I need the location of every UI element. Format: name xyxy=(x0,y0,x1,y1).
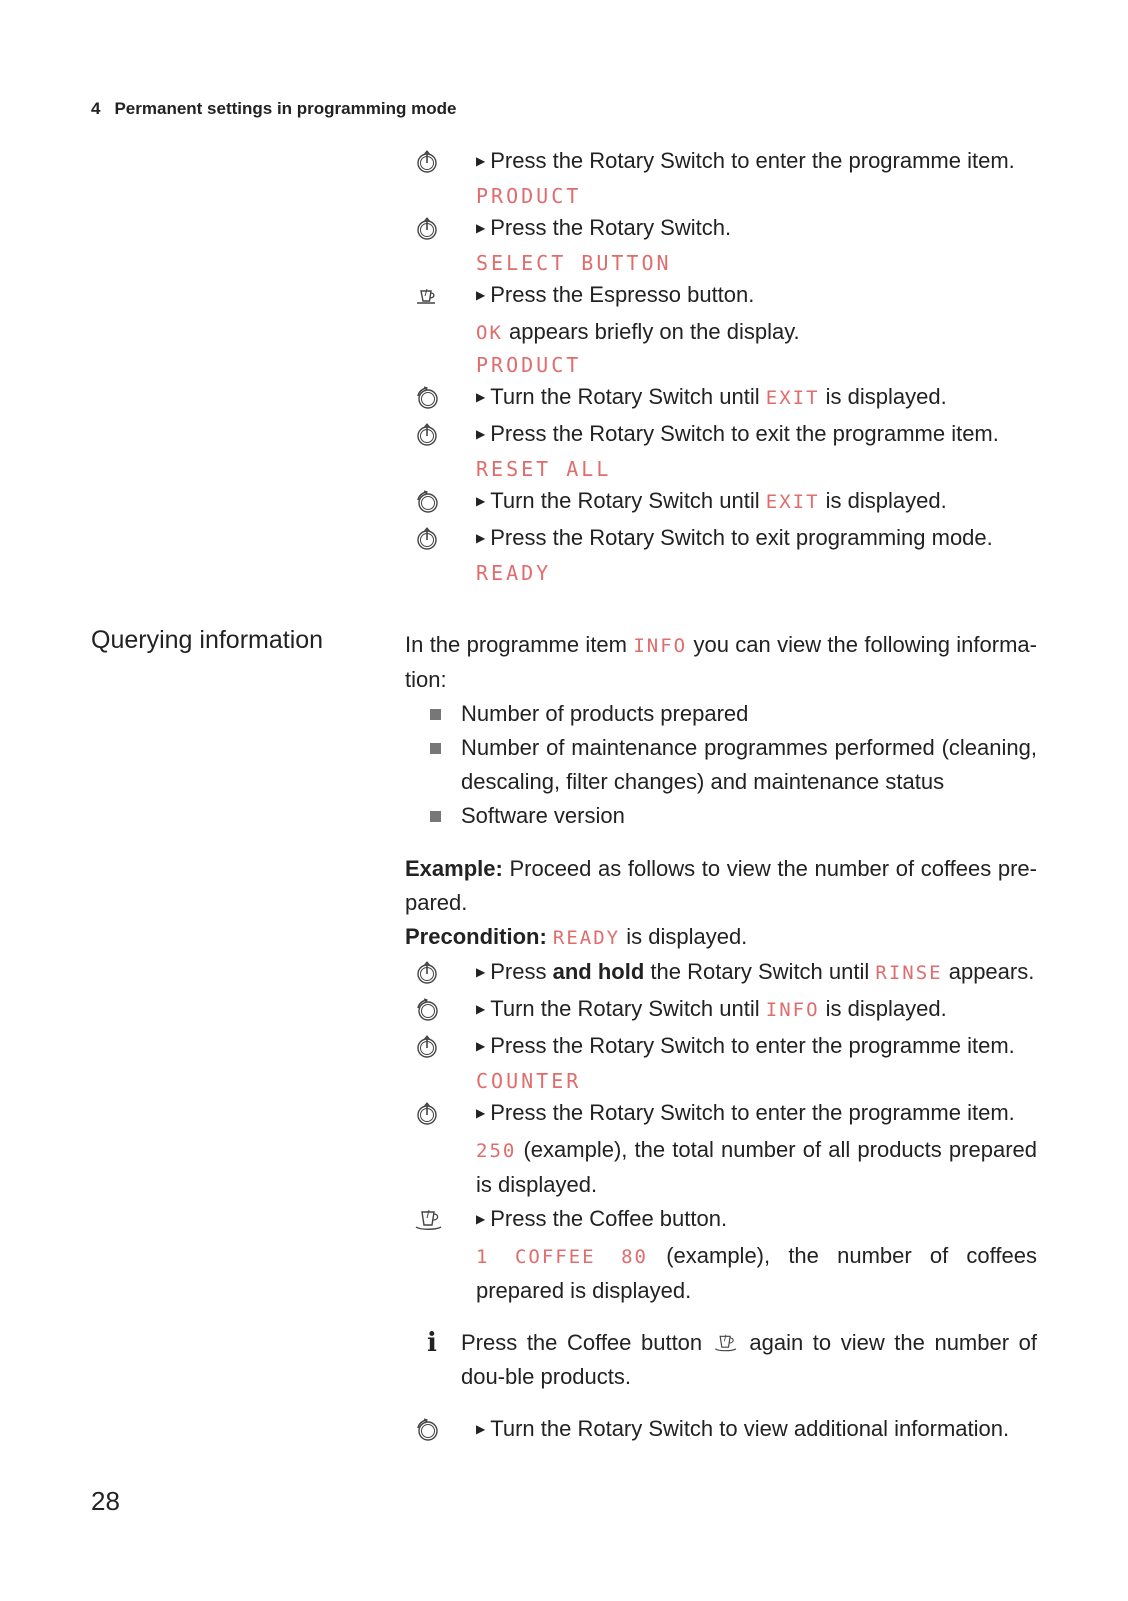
bullet-square-icon xyxy=(430,811,441,822)
step xyxy=(405,484,1037,521)
page-number: 28 xyxy=(91,1486,120,1516)
step-text: is displayed. xyxy=(825,384,947,409)
display-text: 250 xyxy=(476,1140,517,1162)
step xyxy=(405,992,1037,1029)
step-text: is displayed. xyxy=(825,996,947,1021)
arrow-icon: ▶ xyxy=(476,390,486,404)
rotary-press-icon xyxy=(415,961,439,985)
arrow-icon: ▶ xyxy=(476,288,486,302)
rotary-turn-icon xyxy=(415,386,439,410)
list-item: Number of maintenance programmes performed (cleaning, descaling, filter changes) and maintenance status xyxy=(405,731,1037,799)
step-note: appears briefly on the display. xyxy=(509,319,800,344)
step-text: Press the Coffee button. xyxy=(490,1206,728,1231)
bullet-square-icon xyxy=(430,709,441,720)
display-text: INFO xyxy=(633,635,688,657)
rotary-turn-icon xyxy=(415,1418,439,1442)
list-item: Software version xyxy=(405,799,1037,833)
step-note: (example), the total number of all products prepared is displayed. xyxy=(476,1137,1037,1197)
step-emphasis: and hold xyxy=(552,959,645,984)
bullet-square-icon xyxy=(430,743,441,754)
step-text: Press the Rotary Switch. xyxy=(490,215,732,240)
coffee-cup-icon xyxy=(714,1333,738,1353)
arrow-icon: ▶ xyxy=(476,1002,486,1016)
step xyxy=(405,211,1037,278)
section-intro: In the programme item INFO you can view the following informa-tion: xyxy=(405,632,1037,692)
step-text: appears. xyxy=(948,959,1035,984)
example-label: Example: xyxy=(405,856,503,881)
arrow-icon: ▶ xyxy=(476,965,486,979)
step xyxy=(405,1029,1037,1096)
display-text: EXIT xyxy=(765,491,820,513)
rotary-press-icon xyxy=(415,217,439,241)
page-header xyxy=(91,99,456,119)
step-text: Turn the Rotary Switch until xyxy=(490,488,760,513)
step-text: Press the Rotary Switch to enter the programme item. xyxy=(490,1033,1015,1058)
step xyxy=(405,1096,1037,1202)
display-text: PRODUCT xyxy=(476,184,582,208)
step-note: (example), the number of coffees prepared is displayed. xyxy=(476,1243,1037,1303)
step xyxy=(405,955,1037,992)
step xyxy=(405,380,1037,417)
espresso-cup-icon xyxy=(415,284,439,308)
list-item: Number of products prepared xyxy=(405,697,1037,731)
step xyxy=(405,144,1037,211)
step-text: Turn the Rotary Switch until xyxy=(490,996,760,1021)
arrow-icon: ▶ xyxy=(476,531,486,545)
arrow-icon: ▶ xyxy=(476,1039,486,1053)
arrow-icon: ▶ xyxy=(476,427,486,441)
precondition-label: Precondition: xyxy=(405,924,547,949)
chapter-title: Permanent settings in programming mode xyxy=(114,99,457,118)
step-text: Turn the Rotary Switch to view additional information. xyxy=(490,1416,1010,1441)
coffee-cup-icon xyxy=(415,1208,443,1232)
step xyxy=(405,521,1037,588)
arrow-icon: ▶ xyxy=(476,494,486,508)
step-text: is displayed. xyxy=(825,488,947,513)
main-content xyxy=(405,144,1037,1449)
display-text: OK xyxy=(476,322,503,344)
step xyxy=(405,1202,1037,1308)
display-text: RESET ALL xyxy=(476,457,612,481)
chapter-number: 4 xyxy=(91,99,101,118)
info-note: i Press the Coffee button again to view the number of dou-ble products. xyxy=(427,1328,1037,1389)
display-text: INFO xyxy=(765,999,820,1021)
precondition: Precondition: READY is displayed. xyxy=(405,924,748,949)
step-text: Turn the Rotary Switch until xyxy=(490,384,760,409)
display-text: SELECT BUTTON xyxy=(476,251,672,275)
step-text: the Rotary Switch until xyxy=(650,959,870,984)
info-icon: i xyxy=(427,1328,437,1358)
step-text: Press the Rotary Switch to enter the programme item. xyxy=(490,148,1015,173)
step xyxy=(405,417,1037,484)
arrow-icon: ▶ xyxy=(476,221,486,235)
display-text: READY xyxy=(476,561,552,585)
rotary-press-icon xyxy=(415,423,439,447)
step-text: Press the Rotary Switch to exit programming mode. xyxy=(490,525,993,550)
rotary-press-icon xyxy=(415,1102,439,1126)
info-list xyxy=(405,697,1037,833)
display-text: RINSE xyxy=(875,962,943,984)
rotary-turn-icon xyxy=(415,490,439,514)
step-text: Press the Rotary Switch to enter the programme item. xyxy=(490,1100,1015,1125)
arrow-icon: ▶ xyxy=(476,154,486,168)
rotary-press-icon xyxy=(415,150,439,174)
rotary-press-icon xyxy=(415,527,439,551)
step-text: Press the Espresso button. xyxy=(490,282,755,307)
display-text: EXIT xyxy=(765,387,820,409)
example-paragraph: Example: Proceed as follows to view the number of coffees pre-pared. xyxy=(405,856,1037,915)
arrow-icon: ▶ xyxy=(476,1106,486,1120)
display-text: 1 COFFEE 80 xyxy=(476,1246,648,1268)
step xyxy=(405,278,1037,380)
display-text: PRODUCT xyxy=(476,353,582,377)
rotary-press-icon xyxy=(415,1035,439,1059)
step xyxy=(405,1412,1037,1449)
arrow-icon: ▶ xyxy=(476,1422,486,1436)
step-text: Press xyxy=(490,959,547,984)
arrow-icon: ▶ xyxy=(476,1212,486,1226)
section-title: Querying information xyxy=(91,626,324,654)
step-text: Press the Rotary Switch to exit the programme item. xyxy=(490,421,999,446)
display-text: COUNTER xyxy=(476,1069,582,1093)
rotary-turn-icon xyxy=(415,998,439,1022)
display-text: READY xyxy=(552,927,621,949)
